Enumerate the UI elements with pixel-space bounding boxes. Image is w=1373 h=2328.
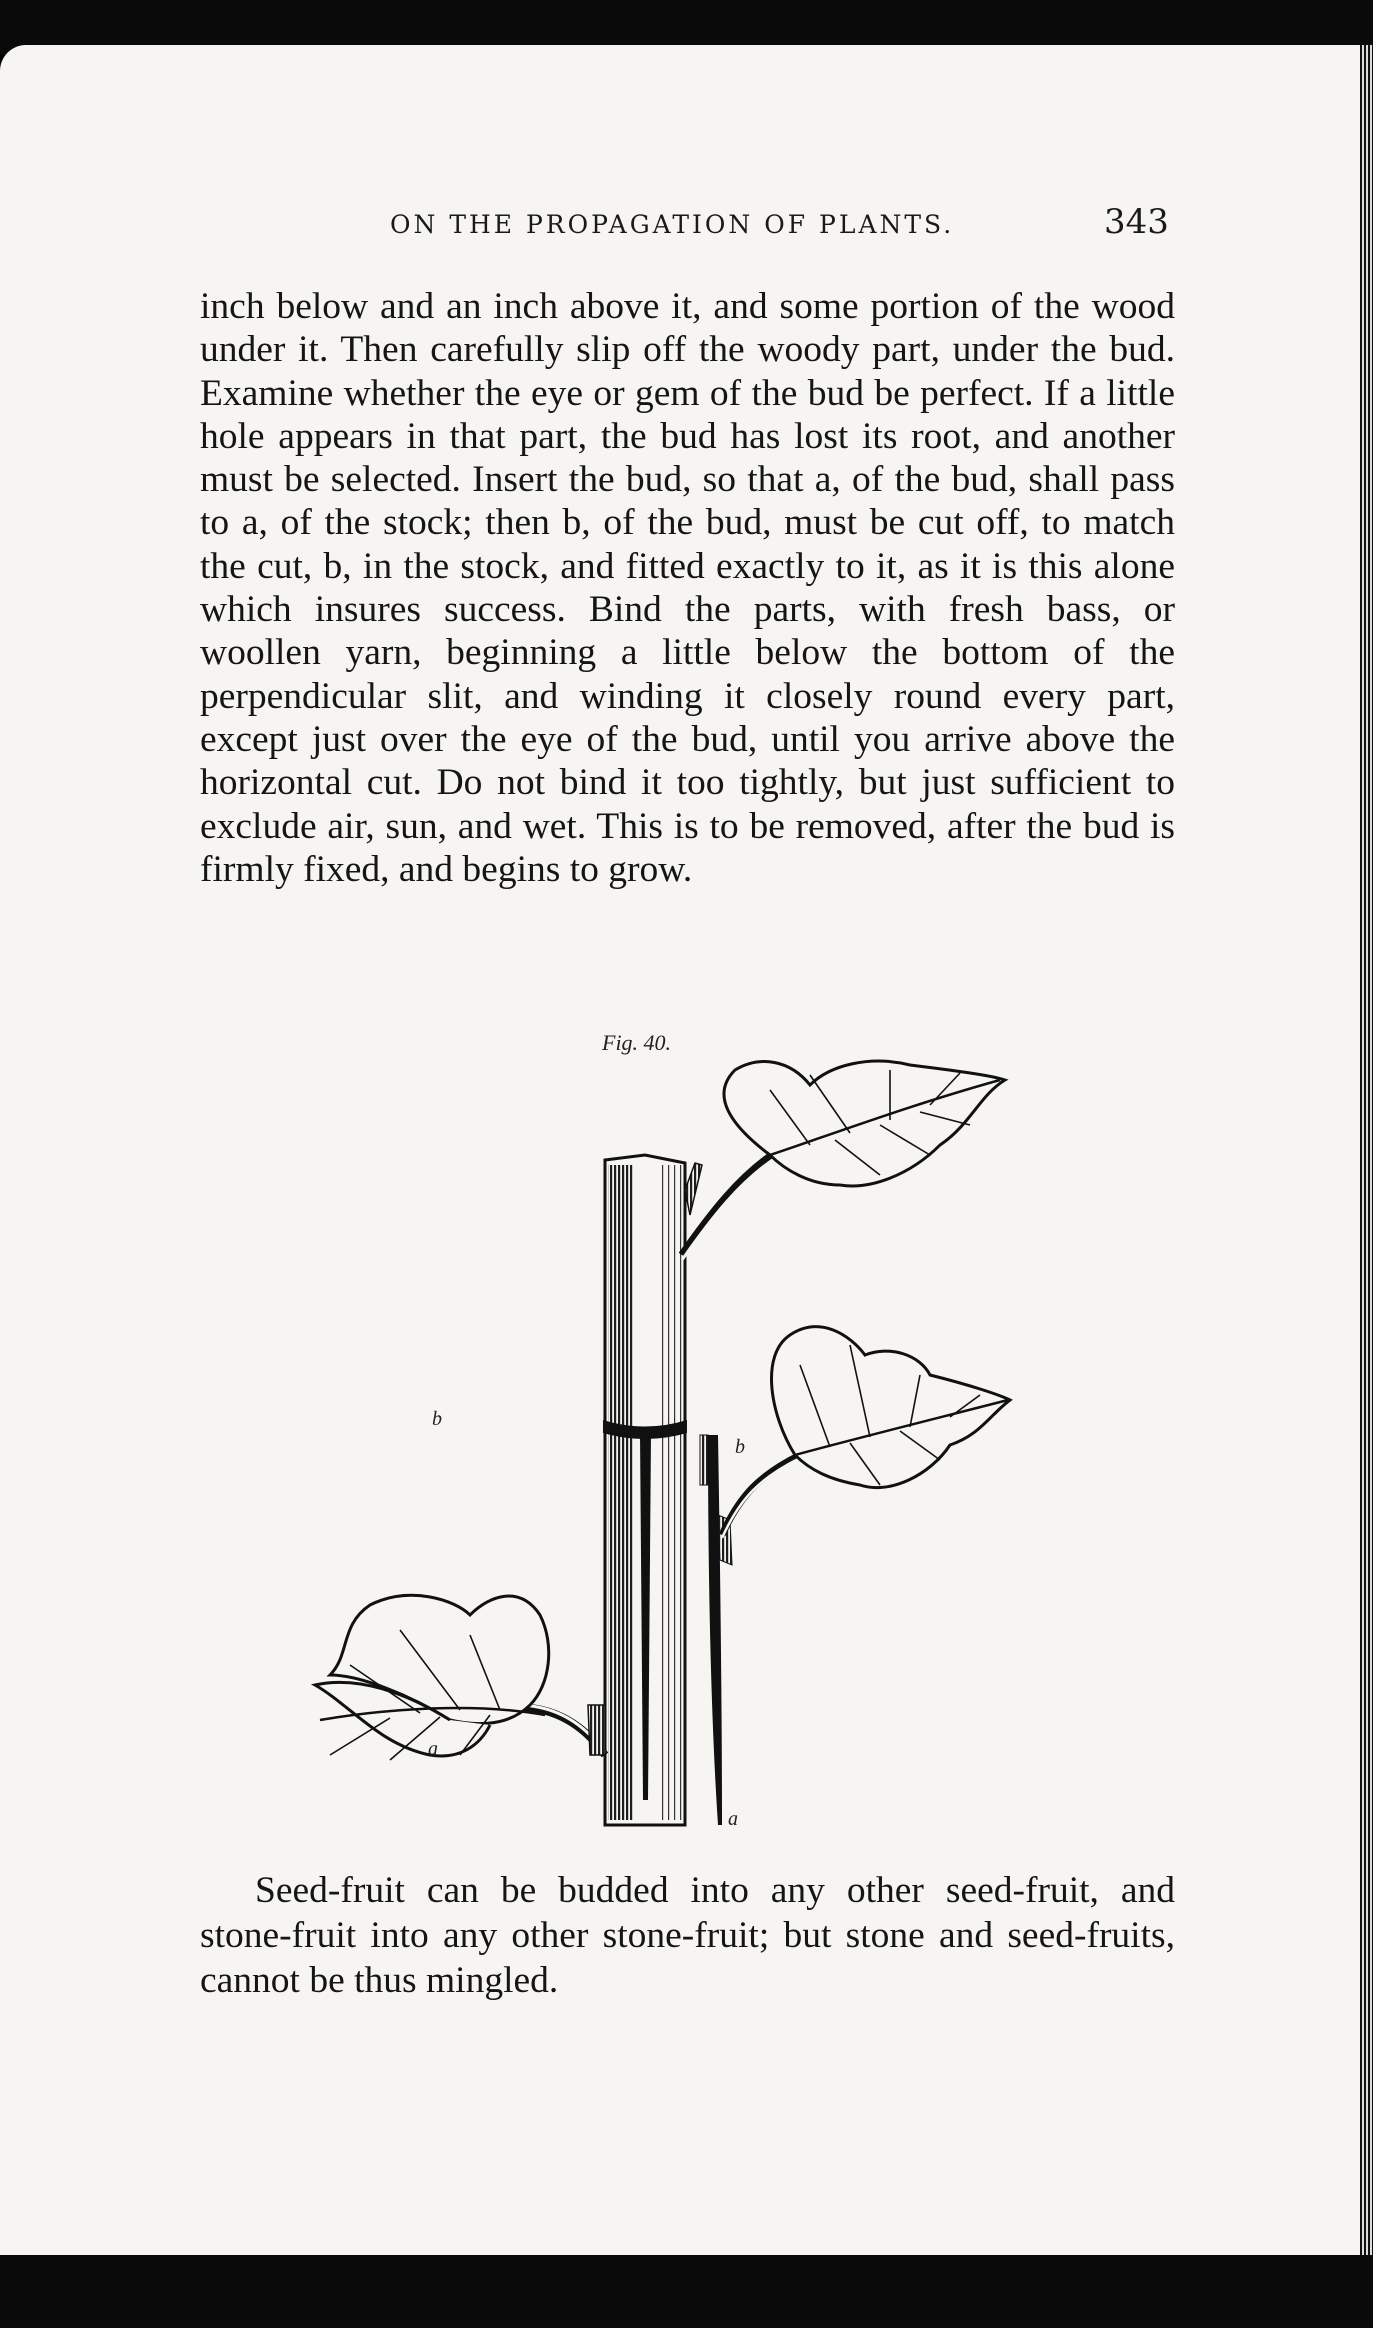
body-paragraph: inch below and an inch above it, and some portion of the wood under it. Then carefully slip off the woody part, under the bud. Examine whether the eye or gem of the bud be perfect. If a little hole appears in that part, the bud has lost its root, and another must be selected. Insert the bud, so that a, of the bud, shall pass to a, of the stock; then b, of the bud, must be cut off, to match the cut, b, in the stock, and fitted exactly to it, as it is this alone which insures success. Bind the parts, with fresh bass, or woollen yarn, beginning a little below the bottom of the perpendicular slit, and winding it closely round every part, except just over the eye of the bud, until you arrive above the horizontal cut. Do not bind it too tightly, but just sufficient to exclude air, sun, and wet. This is to be removed, after the bud is firmly fixed, and begins to grow. — [200, 286, 1175, 890]
figure-caption: Fig. 40. — [602, 1030, 672, 1055]
stock-stem — [603, 1155, 687, 1825]
bud-label-b: b — [735, 1436, 745, 1458]
budding-illustration — [290, 1055, 1100, 1845]
bud-label-a: a — [728, 1808, 738, 1830]
stock-label-b: b — [432, 1408, 442, 1430]
page-number: 343 — [1104, 202, 1169, 242]
closing-paragraph: Seed-fruit can be budded into any other seed-fruit, and stone-fruit into any other stone-fruit; but stone and seed-fruits, cannot be thus mingled. — [200, 1870, 1175, 2001]
scan-bottom-border — [0, 2255, 1373, 2328]
detached-bud — [700, 1327, 1010, 1825]
page-edge — [1360, 45, 1373, 2255]
upper-leaf — [682, 1061, 1005, 1260]
running-title: ON THE PROPAGATION OF PLANTS. — [390, 210, 955, 239]
stock-label-a: a — [428, 1738, 438, 1760]
lower-leaf — [315, 1595, 605, 1760]
